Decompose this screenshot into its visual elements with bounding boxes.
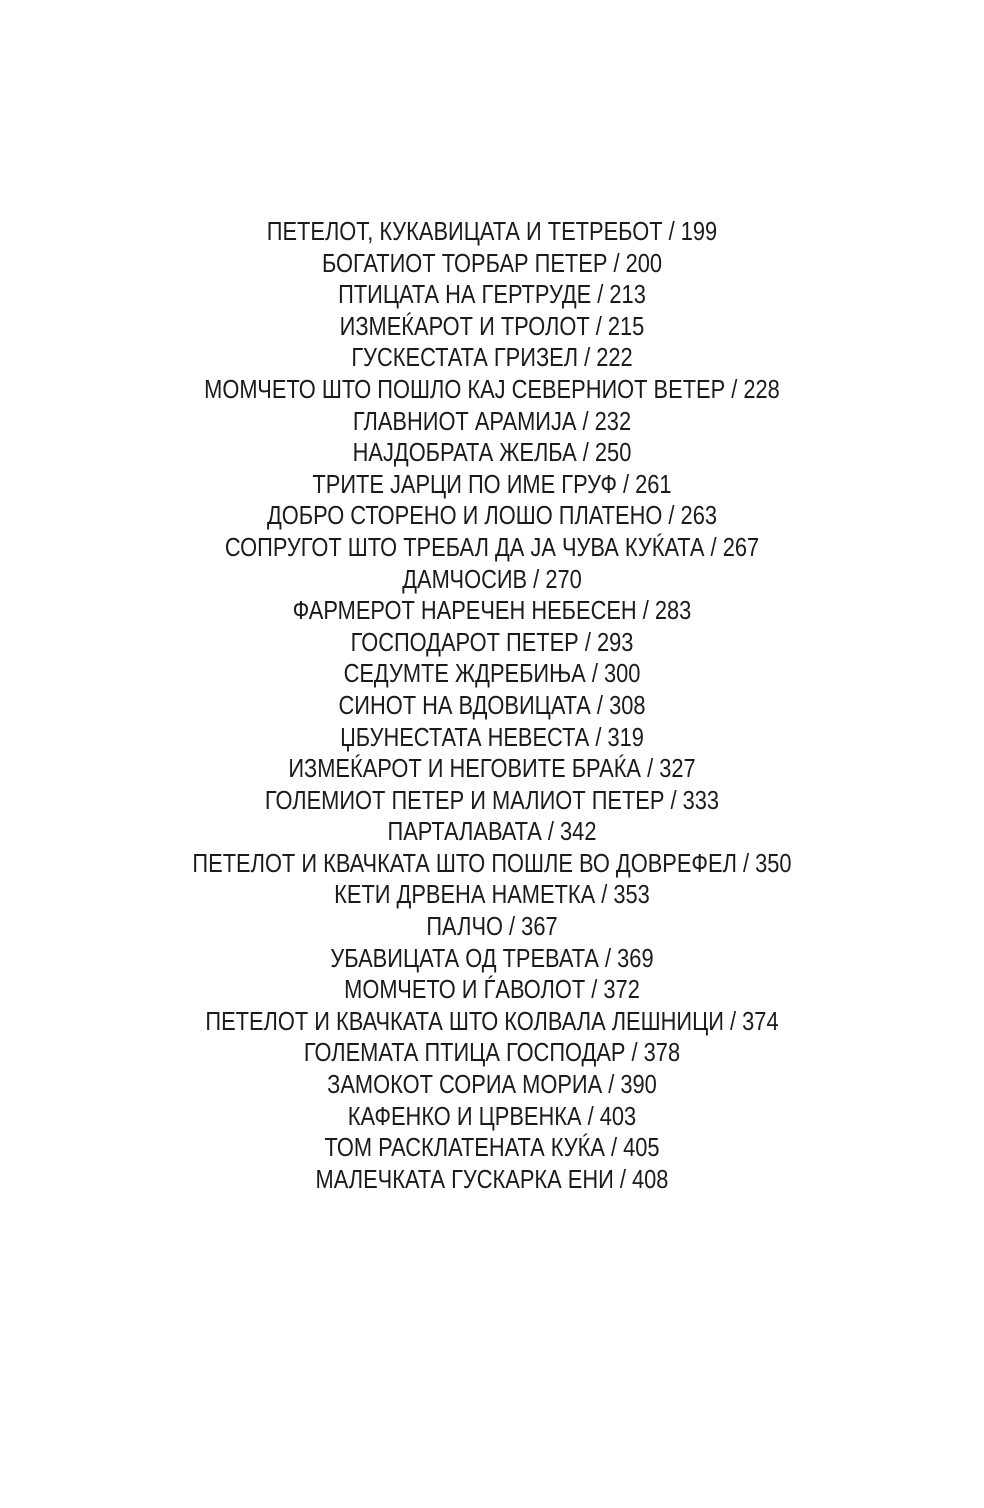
toc-entry-29: КАФЕНКО И ЦРВЕНКА / 403 (347, 1100, 637, 1131)
toc-entry-27: ГОЛЕМАТА ПТИЦА ГОСПОДАР / 378 (303, 1037, 681, 1068)
toc-entry-14: ГОСПОДАРОТ ПЕТЕР / 293 (350, 626, 634, 657)
toc-entry-2: БОГАТИОТ ТОРБАР ПЕТЕР / 200 (321, 247, 663, 278)
toc-entry-31: МАЛЕЧКАТА ГУСКАРКА ЕНИ / 408 (315, 1163, 669, 1194)
toc-entry-20: ПАРТАЛАВАТА / 342 (387, 816, 597, 847)
toc-entry-16: СИНОТ НА ВДОВИЦАТА / 308 (338, 689, 646, 720)
toc-entry-18: ИЗМЕЌАРОТ И НЕГОВИТЕ БРАЌА / 327 (288, 753, 696, 784)
toc-entry-1: ПЕТЕЛОТ, КУКАВИЦАТА И ТЕТРЕБОТ / 199 (266, 216, 718, 246)
toc-entry-7: ГЛАВНИОТ АРАМИЈА / 232 (352, 405, 632, 436)
toc-entry-21: ПЕТЕЛОТ И КВАЧКАТА ШТО ПОШЛЕ ВО ДОВРЕФЕЛ / 350 (192, 847, 792, 878)
toc-entry-25: МОМЧЕТО И ЃАВОЛОТ / 372 (344, 974, 640, 1005)
toc-entry-23: ПАЛЧО / 367 (426, 911, 558, 942)
toc-entry-15: СЕДУМТЕ ЖДРЕБИЊА / 300 (343, 658, 641, 689)
toc-entry-10: ДОБРО СТОРЕНО И ЛОШО ПЛАТЕНО / 263 (267, 500, 717, 531)
toc-entry-30: ТОМ РАСКЛАТЕНАТА КУЌА / 405 (324, 1132, 660, 1163)
toc-entry-24: УБАВИЦАТА ОД ТРЕВАТА / 369 (330, 942, 654, 973)
toc-entry-26: ПЕТЕЛОТ И КВАЧКАТА ШТО КОЛВАЛА ЛЕШНИЦИ / 374 (205, 1005, 779, 1036)
toc-entry-11: СОПРУГОТ ШТО ТРЕБАЛ ДА ЈА ЧУВА КУЌАТА / 267 (224, 531, 760, 562)
toc-entry-22: КЕТИ ДРВЕНА НАМЕТКА / 353 (334, 879, 650, 910)
toc-entry-4: ИЗМЕЌАРОТ И ТРОЛОТ / 215 (339, 310, 645, 341)
toc-entry-13: ФАРМЕРОТ НАРЕЧЕН НЕБЕСЕН / 283 (292, 595, 692, 626)
toc-entry-6: МОМЧЕТО ШТО ПОШЛО КАЈ СЕВЕРНИОТ ВЕТЕР / 228 (204, 373, 780, 404)
toc-entry-12: ДАМЧОСИВ / 270 (402, 563, 582, 594)
toc-entry-19: ГОЛЕМИОТ ПЕТЕР И МАЛИОТ ПЕТЕР / 333 (264, 784, 720, 815)
toc-entry-17: ЏБУНЕСТАТА НЕВЕСТА / 319 (340, 721, 644, 752)
toc-entry-3: ПТИЦАТА НА ГЕРТРУДЕ / 213 (338, 279, 646, 310)
toc-entry-8: НАЈДОБРАТА ЖЕЛБА / 250 (352, 437, 632, 468)
table-of-contents (79, 216, 906, 1195)
toc-entry-9: ТРИТЕ ЈАРЦИ ПО ИМЕ ГРУФ / 261 (312, 468, 672, 499)
toc-entry-5: ГУСКЕСТАТА ГРИЗЕЛ / 222 (351, 342, 633, 373)
toc-entry-28: ЗАМОКОТ СОРИА МОРИА / 390 (327, 1069, 657, 1100)
